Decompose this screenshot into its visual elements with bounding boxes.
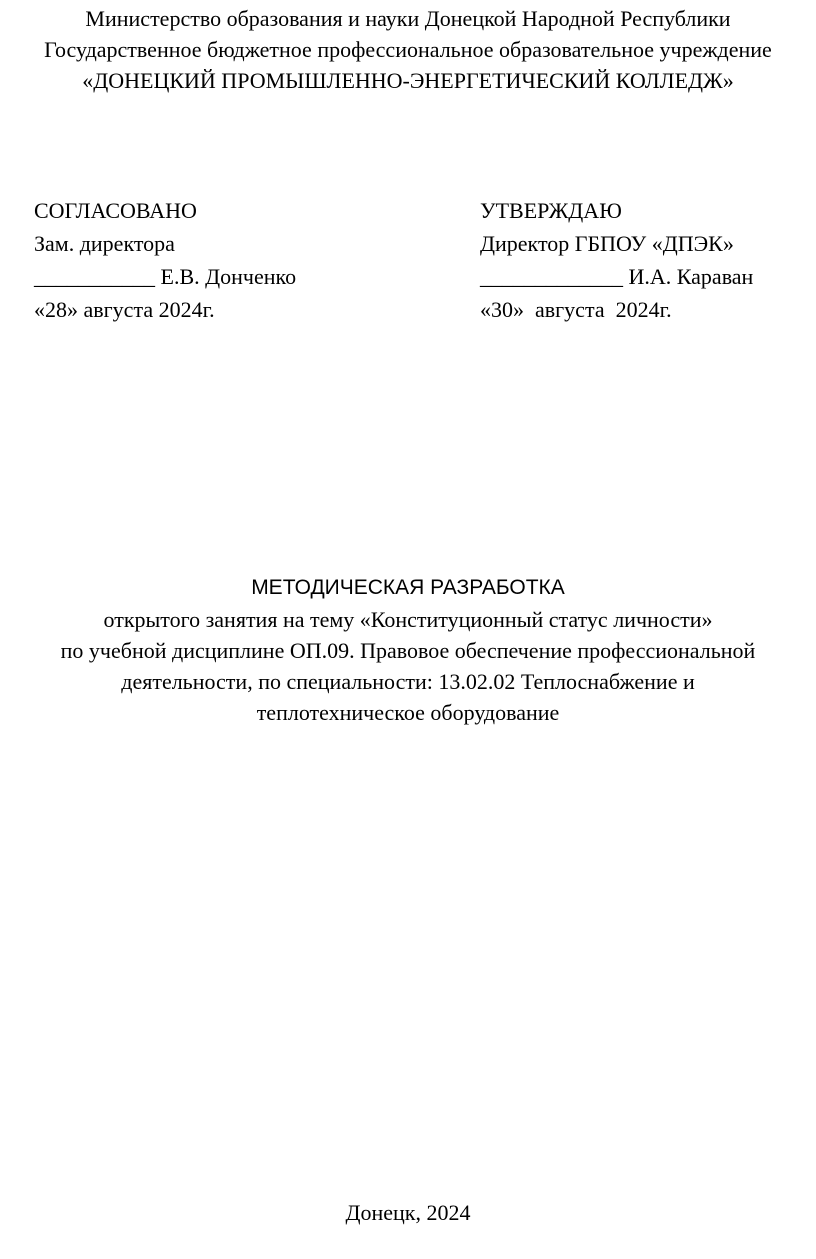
specialty-line: деятельности, по специальности: 13.02.02 Теплоснабжение и (121, 669, 695, 694)
approved-signature: _____________ И.А. Караван (480, 264, 754, 289)
ministry-line: Министерство образования и науки Донецкой Народной Республики (85, 6, 731, 31)
approved-heading: УТВЕРЖДАЮ (480, 198, 622, 223)
document-title: МЕТОДИЧЕСКАЯ РАЗРАБОТКА (251, 576, 565, 599)
approved-block (480, 194, 753, 326)
approved-date: «30» августа 2024г. (480, 297, 672, 322)
agreed-signature: ___________ Е.В. Донченко (34, 264, 297, 289)
document-title-block (0, 571, 816, 728)
institution-type-line: Государственное бюджетное профессиональное образовательное учреждение (44, 37, 772, 62)
agreed-date: «28» августа 2024г. (34, 297, 215, 322)
discipline-line: по учебной дисциплине ОП.09. Правовое обеспечение профессиональной (60, 638, 756, 663)
agreed-heading: СОГЛАСОВАНО (34, 198, 197, 223)
approved-position: Директор ГБПОУ «ДПЭК» (480, 231, 734, 256)
place-and-year: Донецк, 2024 (345, 1200, 471, 1225)
agreed-block (34, 194, 296, 326)
specialty-continuation-line: теплотехническое оборудование (256, 700, 560, 725)
college-name-line: «ДОНЕЦКИЙ ПРОМЫШЛЕННО-ЭНЕРГЕТИЧЕСКИЙ КОЛЛЕДЖ» (82, 68, 734, 93)
lesson-topic-line: открытого занятия на тему «Конституционный статус личности» (103, 607, 713, 632)
agreed-position: Зам. директора (34, 231, 175, 256)
organization-header (0, 3, 816, 96)
